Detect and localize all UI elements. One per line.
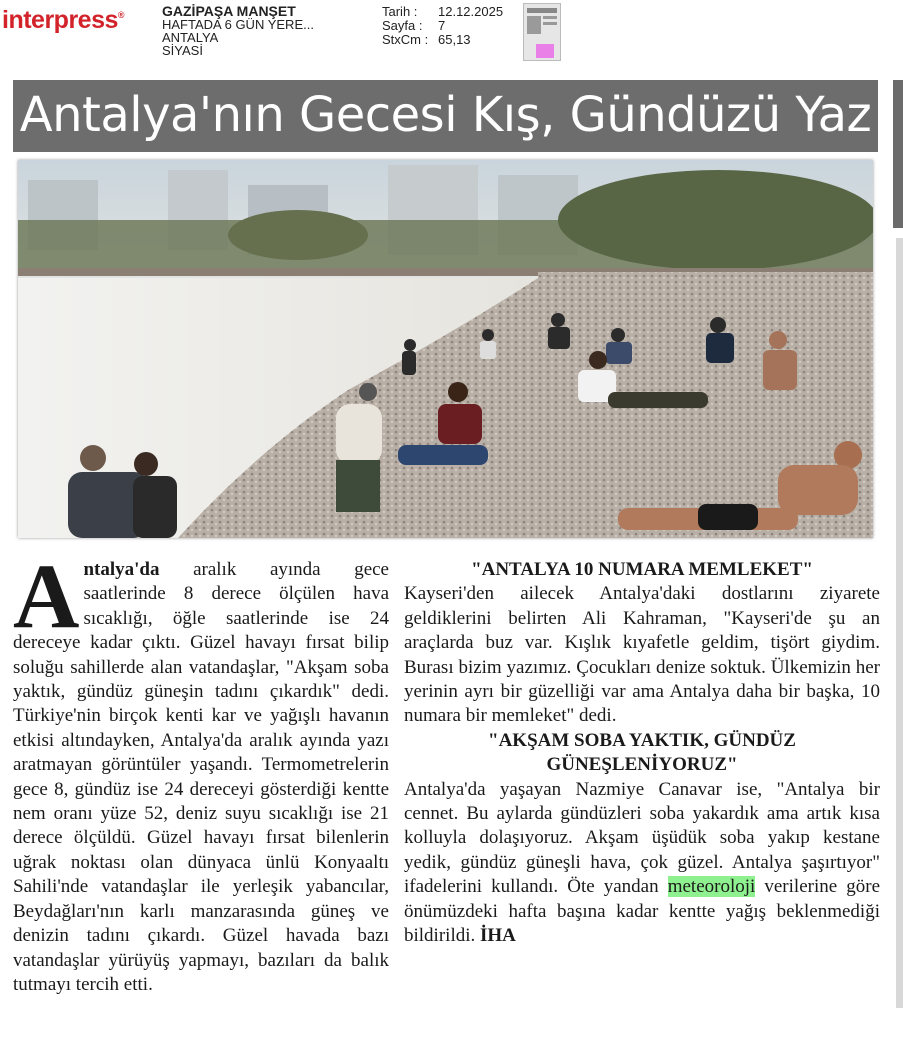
date-value: 12.12.2025 — [438, 4, 504, 19]
publication-name: GAZİPAŞA MANŞET — [162, 3, 296, 19]
interpress-logo — [2, 6, 124, 35]
trees — [558, 170, 873, 270]
publication-category: SİYASİ — [162, 43, 203, 58]
thumb-block — [527, 16, 541, 34]
article-column-1 — [13, 558, 389, 1008]
page-label: Sayfa : — [382, 18, 423, 33]
thumb-line — [543, 22, 557, 25]
headline-banner — [13, 80, 878, 152]
thumb-line — [527, 8, 557, 13]
clipping-meta — [382, 5, 503, 47]
scrollbar-track[interactable] — [896, 238, 903, 1008]
highlighted-keyword: meteoroloji — [667, 876, 756, 898]
stxcm-value: 65,13 — [438, 32, 471, 47]
page-thumbnail[interactable] — [523, 3, 561, 61]
stxcm-label: StxCm : — [382, 32, 429, 47]
logo-text: interpress — [2, 6, 118, 34]
beach-photo-illustration — [18, 160, 873, 538]
clipping-header — [0, 0, 903, 70]
trees — [228, 210, 368, 260]
thumb-highlight — [536, 44, 554, 58]
article-headline: Antalya'nın Gecesi Kış, Gündüzü Yaz — [19, 87, 872, 143]
publication-subtitle: HAFTADA 6 GÜN YERE... — [162, 17, 314, 32]
page-value: 7 — [438, 18, 446, 33]
lead-word: ntalya'da — [83, 559, 160, 580]
article-photo — [18, 160, 873, 538]
article-paragraph-1 — [13, 558, 389, 997]
date-label: Tarih : — [382, 4, 418, 19]
stxcm-row — [382, 33, 503, 47]
paragraph-3-text-b: verilerine göre önümüzdeki hafta başına kadar kentte yağış beklenmediği bildirildi. — [404, 876, 880, 947]
subhead-antalya-10-numara: "ANTALYA 10 NUMARA MEMLEKET" — [471, 559, 813, 580]
logo-mark: ® — [117, 10, 125, 20]
signature: İHA — [480, 925, 516, 947]
article-paragraph-2: Kayseri'den ailecek Antalya'daki dostlarını ziyarete geldiklerini belirten Ali Kahraman, "Kayseri'de şu an araçlarda buz var. Kışlık kıyafetle geldim, tişört giydim. Burası bizim yazımız. Çocukları denize soktuk. Ülkemizin her yerinin ayrı bir güzelliği var ama Antalya daha bir başka, 10 numara bir memleket" dedi. — [404, 583, 880, 727]
date-row — [382, 5, 503, 19]
paragraph-1-text: aralık ayında gece saatlerinde 8 derece ölçülen hava sıcaklığı, öğle saatlerinde ise 24 dereceye kadar çıktı. Güzel havayı fırsat bilip soluğu sahillerde alan vatandaşlar, "Akşam soba yaktık, gündüz güneşin tadını çıkardık" dedi. Türkiye'nin birçok kenti kar ve yağışlı havanın etkisi altındayken, Antalya'da aralık ayında yazı aratmayan görüntüler yaşandı. Termometrelerin gece 8, gündüz ise 24 dereceyi gösterdiği kentte nem oranı yüze 52, deniz suyu sıcaklığı ise 21 derece ölçüldü. Güzel havayı fırsat bilenlerin uğrak noktası olan dünyaca ünlü Konyaaltı Sahili'nde vatandaşlar ile yerleşik yabancılar, Beydağları'nın karlı manzarasında güneş ve denizin tadını çıkardı. Güzel havada bazı vatandaşlar yürüyüş yapmayı, bazıları da balık tutmayı tercih etti. — [13, 559, 389, 995]
publication-region: ANTALYA — [162, 30, 219, 45]
subhead-aksam-soba-line1: "AKŞAM SOBA YAKTIK, GÜNDÜZ — [488, 729, 796, 751]
page-row — [382, 19, 503, 33]
article-paragraph-3 — [404, 778, 880, 949]
drop-cap: A — [13, 558, 80, 647]
paragraph-3-text-a: Antalya'da yaşayan Nazmiye Canavar ise, "Antalya bir cennet. Bu aylarda gündüzleri soba yakardık ama artık kısa kolluyla dolaşıyoruz. Akşam üşüdük soba yakıp kestane yedik, gündüz güneşli hava, çok güzel. Antalya şaşırtıyor" ifadelerini kullandı. Öte yandan — [404, 778, 880, 898]
article-column-2 — [404, 558, 880, 1008]
thumb-line — [543, 16, 557, 19]
scrollbar-thumb[interactable] — [893, 80, 903, 228]
publication-info — [162, 5, 314, 57]
subhead-aksam-soba-line2: GÜNEŞLENİYORUZ" — [546, 754, 738, 776]
